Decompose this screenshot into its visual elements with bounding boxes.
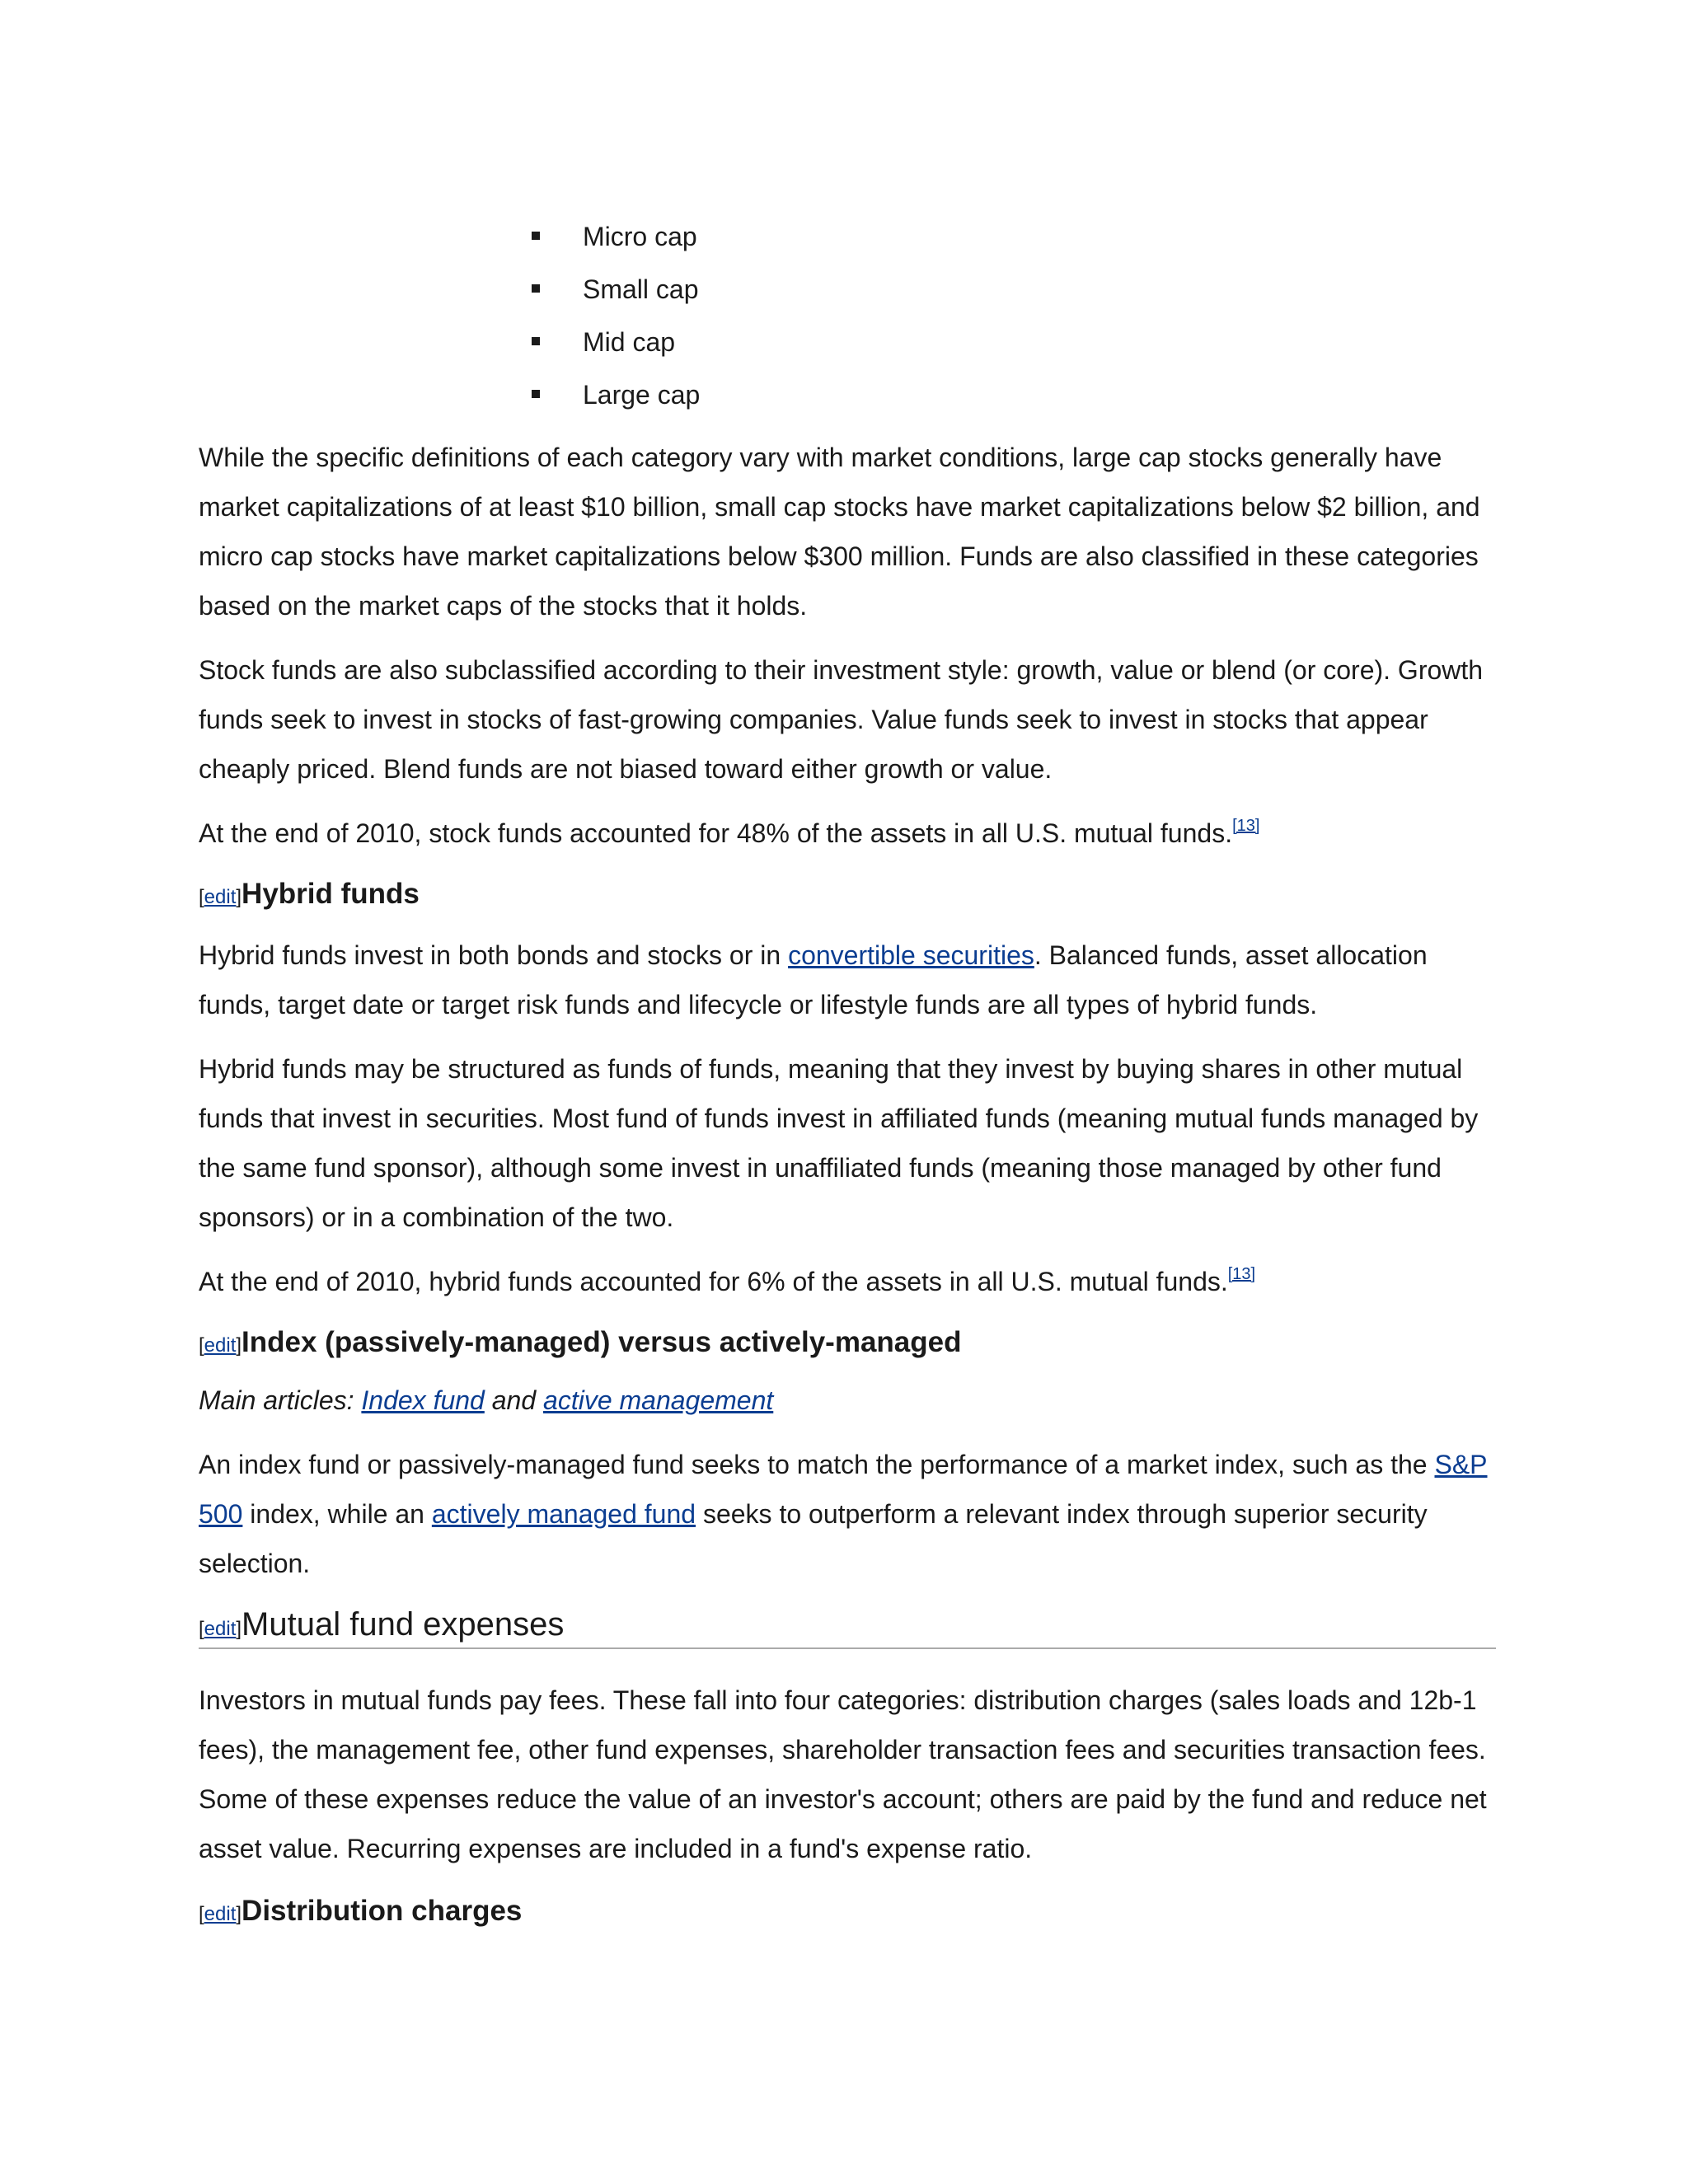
paragraph-investment-style: Stock funds are also subclassified according to their investment style: growth, value or blend (or core). Growth funds seek to invest in stocks of fast-growing companies. Value funds seek to invest in stocks that appear cheaply priced. Blend funds are not biased toward either growth or value. (199, 655, 1484, 784)
main-articles-note (199, 1376, 1493, 1425)
heading-title: Hybrid funds (241, 878, 420, 910)
convertible-securities-link[interactable]: convertible securities (788, 940, 1034, 970)
text: Hybrid funds invest in both bonds and stocks or in (199, 940, 789, 970)
article-content (199, 210, 1493, 1936)
heading-title: Distribution charges (241, 1895, 523, 1927)
hybrid-share-text: At the end of 2010, hybrid funds accounted for 6% of the assets in all U.S. mutual funds. (199, 1267, 1228, 1296)
section-heading-distribution (199, 1886, 1493, 1936)
edit-bracket-close: ] (236, 1903, 242, 1925)
paragraph-stock-share (199, 808, 1493, 858)
text: and (484, 1385, 544, 1415)
reference-link[interactable]: [13] (1227, 1265, 1256, 1283)
square-bullet-icon (532, 284, 540, 293)
list-item (532, 210, 1493, 263)
square-bullet-icon (532, 232, 540, 240)
paragraph-index-fund (199, 1440, 1493, 1588)
edit-link[interactable]: edit (204, 1334, 237, 1357)
edit-link[interactable]: edit (204, 1618, 237, 1640)
edit-bracket-close: ] (236, 1618, 242, 1640)
section-heading-expenses (199, 1600, 1496, 1649)
text: index, while an (242, 1499, 432, 1529)
edit-section (199, 1334, 241, 1357)
edit-bracket-close: ] (236, 886, 242, 908)
edit-section (199, 1903, 241, 1925)
list-item-text: Mid cap (583, 327, 676, 357)
paragraph-hybrid-intro (199, 930, 1493, 1029)
edit-section (199, 1618, 241, 1640)
actively-managed-fund-link[interactable]: actively managed fund (431, 1499, 696, 1529)
list-item-text: Micro cap (583, 222, 697, 251)
edit-bracket-open: [ (199, 886, 204, 908)
paragraph-funds-of-funds: Hybrid funds may be structured as funds of funds, meaning that they invest by buying shares in other mutual funds that invest in securities. Most fund of funds invest in affiliated funds (meaning mutual funds managed by the same fund sponsor), although some invest in unaffiliated funds (meaning those managed by other fund sponsors) or in a combination of the two. (199, 1054, 1479, 1232)
heading-title: Index (passively-managed) versus actively-managed (241, 1326, 962, 1358)
list-item (532, 316, 1493, 368)
edit-bracket-open: [ (199, 1618, 204, 1640)
edit-bracket-close: ] (236, 1334, 242, 1357)
section-heading-index (199, 1318, 1493, 1367)
paragraph-expenses: Investors in mutual funds pay fees. These fall into four categories: distribution charges (sales loads and 12b-1 fees), the management fee, other fund expenses, shareholder transaction fees and securities transaction fees. Some of these expenses reduce the value of an investor's account; others are paid by the fund and reduce net asset value. Recurring expenses are included in a fund's expense ratio. (199, 1685, 1487, 1863)
edit-link[interactable]: edit (204, 1903, 237, 1925)
list-item (532, 368, 1493, 421)
section-heading-hybrid (199, 869, 1493, 919)
text: . Balanced funds, asset allocation funds, target date or target risk funds and lifecycle or lifestyle funds are all types of hybrid funds. (199, 940, 1428, 1019)
edit-bracket-open: [ (199, 1334, 204, 1357)
edit-link[interactable]: edit (204, 886, 237, 908)
active-management-link[interactable]: active management (543, 1385, 774, 1415)
text: An index fund or passively-managed fund seeks to match the performance of a market index, such as the (199, 1450, 1435, 1479)
paragraph-market-caps: While the specific definitions of each category vary with market conditions, large cap stocks generally have market capitalizations of at least $10 billion, small cap stocks have market capitalizations below $2 billion, and micro cap stocks have market capitalizations below $300 million. Funds are also classified in these categories based on the market caps of the stocks that it holds. (199, 443, 1480, 621)
square-bullet-icon (532, 337, 540, 345)
square-bullet-icon (532, 390, 540, 398)
text: seeks to outperform a relevant index through superior security selection. (199, 1499, 1428, 1578)
sp500-link[interactable]: S&P 500 (199, 1450, 1488, 1529)
stock-share-text: At the end of 2010, stock funds accounted for 48% of the assets in all U.S. mutual funds. (199, 818, 1233, 848)
heading-title: Mutual fund expenses (241, 1606, 565, 1643)
list-item-text: Small cap (583, 274, 699, 304)
edit-bracket-open: [ (199, 1903, 204, 1925)
list-item (532, 263, 1493, 316)
index-fund-link[interactable]: Index fund (361, 1385, 485, 1415)
edit-section (199, 886, 241, 908)
text: Main articles: (199, 1385, 362, 1415)
market-cap-list (199, 210, 1493, 421)
reference-link[interactable]: [13] (1232, 817, 1260, 835)
list-item-text: Large cap (583, 380, 701, 410)
paragraph-hybrid-share (199, 1257, 1493, 1306)
